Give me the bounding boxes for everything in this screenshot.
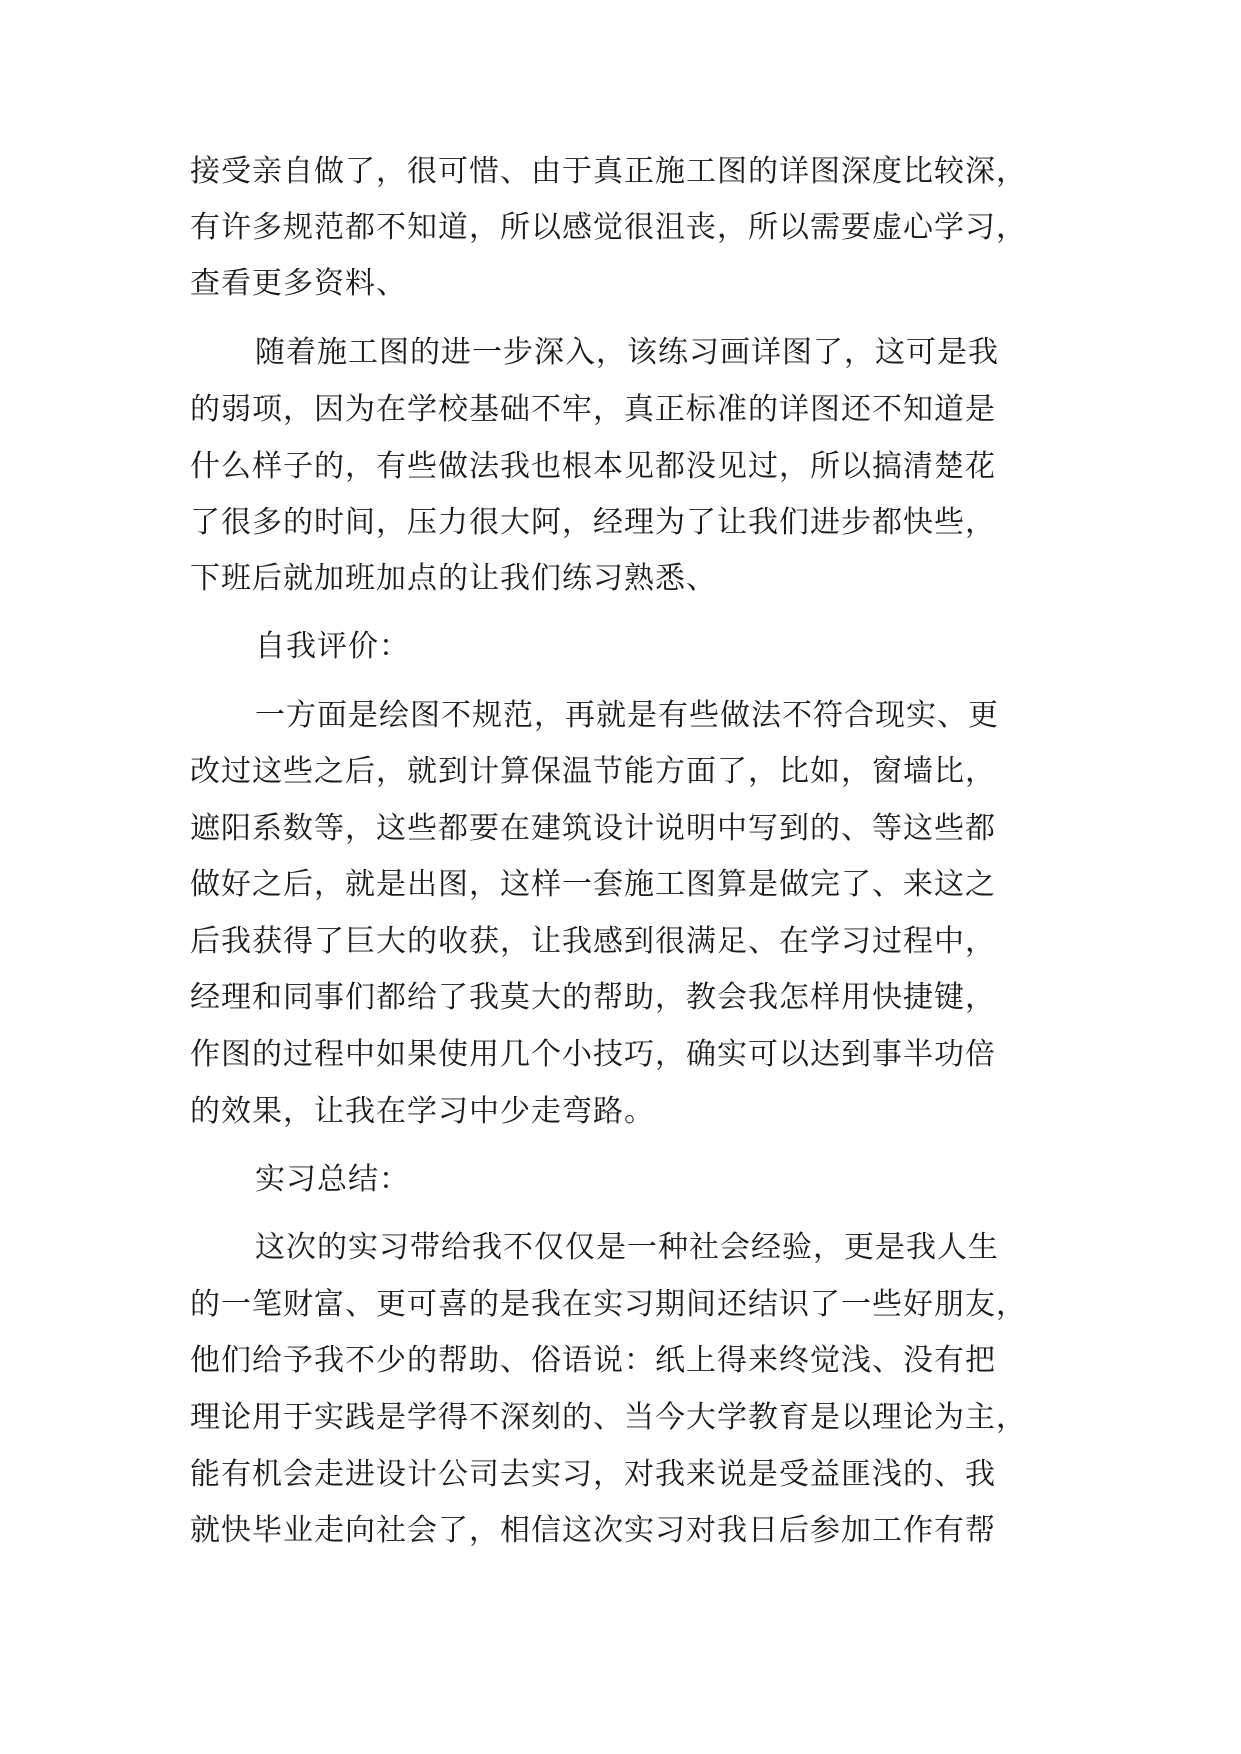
- section-heading-internship-summary: 实习总结：: [255, 1162, 410, 1197]
- text-line: 接受亲自做了，很可惜、由于真正施工图的详图深度比较深，: [190, 154, 1027, 189]
- text-line: 下班后就加班加点的让我们练习熟悉、: [190, 561, 717, 596]
- text-line: 查看更多资料、: [190, 266, 407, 301]
- text-line: 他们给予我不少的帮助、俗语说：纸上得来终觉浅、没有把: [190, 1343, 996, 1378]
- text-line: 能有机会走进设计公司去实习，对我来说是受益匪浅的、我: [190, 1457, 996, 1492]
- text-line: 遮阳系数等，这些都要在建筑设计说明中写到的、等这些都: [190, 811, 996, 846]
- text-line: 一方面是绘图不规范，再就是有些做法不符合现实、更: [255, 698, 999, 733]
- text-line: 作图的过程中如果使用几个小技巧，确实可以达到事半功倍: [190, 1037, 996, 1072]
- text-line: 就快毕业走向社会了，相信这次实习对我日后参加工作有帮: [190, 1513, 996, 1548]
- text-line: 经理和同事们都给了我莫大的帮助，教会我怎样用快捷键，: [190, 980, 996, 1015]
- text-line: 有许多规范都不知道，所以感觉很沮丧，所以需要虚心学习，: [190, 210, 1027, 245]
- text-line: 的弱项，因为在学校基础不牢，真正标准的详图还不知道是: [190, 392, 996, 427]
- text-line: 了很多的时间，压力很大阿，经理为了让我们进步都快些，: [190, 505, 996, 540]
- text-line: 改过这些之后，就到计算保温节能方面了，比如，窗墙比，: [190, 754, 996, 789]
- text-line: 的效果，让我在学习中少走弯路。: [190, 1094, 655, 1129]
- text-line: 理论用于实践是学得不深刻的、当今大学教育是以理论为主，: [190, 1400, 1027, 1435]
- text-line: 随着施工图的进一步深入，该练习画详图了，这可是我: [255, 335, 999, 370]
- text-line: 做好之后，就是出图，这样一套施工图算是做完了、来这之: [190, 867, 996, 902]
- text-line: 的一笔财富、更可喜的是我在实习期间还结识了一些好朋友，: [190, 1287, 1027, 1322]
- section-heading-self-evaluation: 自我评价：: [255, 629, 410, 664]
- text-line: 这次的实习带给我不仅仅是一种社会经验，更是我人生: [255, 1230, 999, 1265]
- text-line: 后我获得了巨大的收获，让我感到很满足、在学习过程中，: [190, 924, 996, 959]
- text-line: 什么样子的，有些做法我也根本见都没见过，所以搞清楚花: [190, 449, 996, 484]
